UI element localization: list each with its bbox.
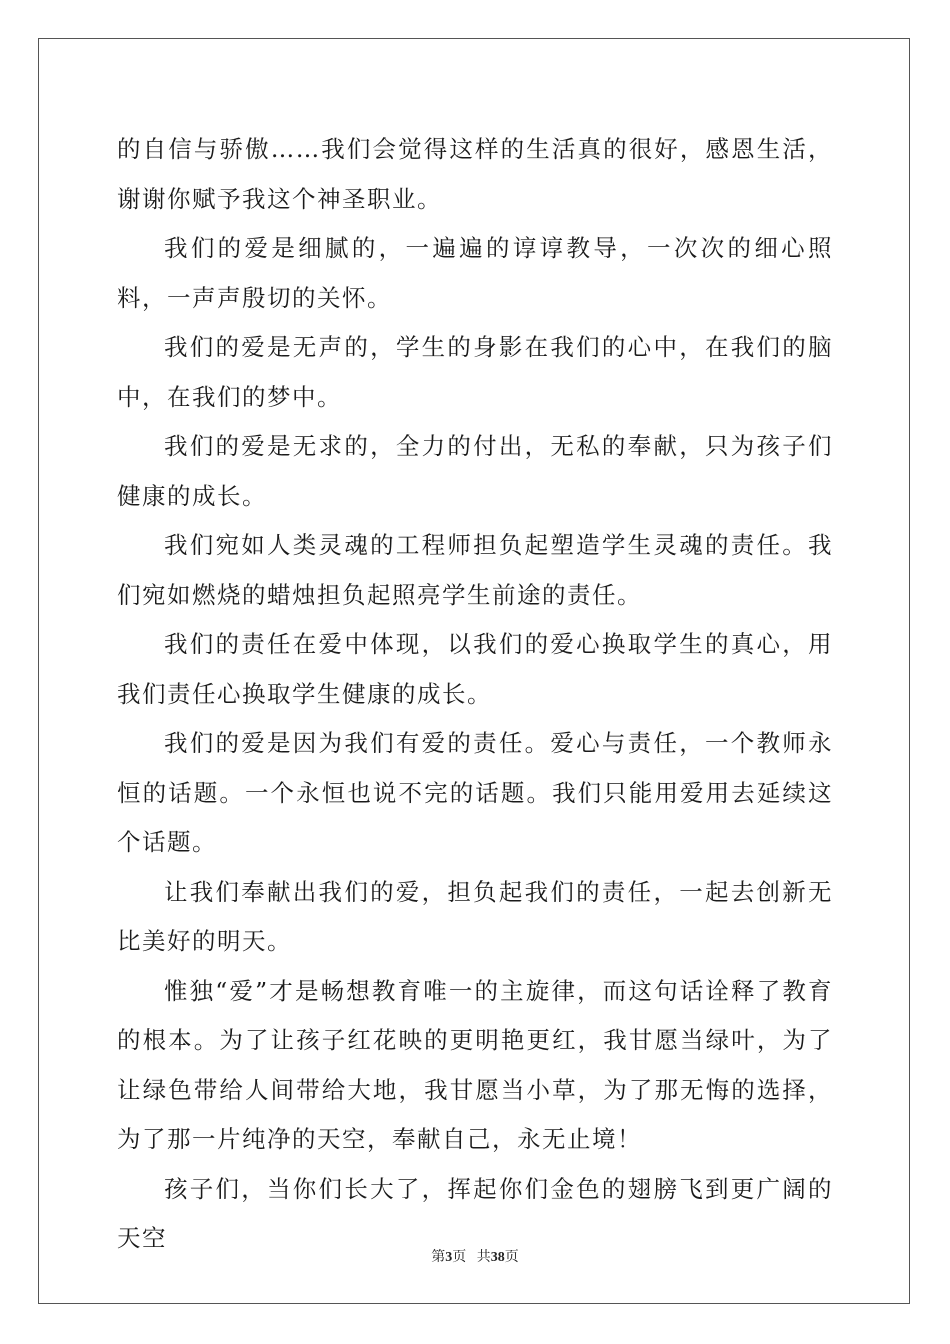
page-suffix: 页 [452, 1250, 467, 1265]
paragraph: 我们的责任在爱中体现，以我们的爱心换取学生的真心，用我们责任心换取学生健康的成长。 [117, 630, 833, 708]
paragraph: 我们的爱是细腻的，一遍遍的谆谆教导，一次次的细心照料，一声声殷切的关怀。 [117, 234, 833, 312]
page-prefix: 第 [431, 1250, 446, 1265]
paragraph: 我们的爱是无求的，全力的付出，无私的奉献，只为孩子们健康的成长。 [117, 432, 833, 510]
total-suffix: 页 [504, 1250, 519, 1265]
paragraph: 我们的爱是无声的，学生的身影在我们的心中，在我们的脑中，在我们的梦中。 [117, 333, 833, 411]
total-prefix: 共 [476, 1250, 491, 1265]
paragraph: 我们宛如人类灵魂的工程师担负起塑造学生灵魂的责任。我们宛如燃烧的蜡烛担负起照亮学生前途的责任。 [117, 531, 833, 609]
paragraph: 的自信与骄傲……我们会觉得这样的生活真的很好，感恩生活，谢谢你赋予我这个神圣职业。 [117, 135, 833, 213]
paragraph: 让我们奉献出我们的爱，担负起我们的责任，一起去创新无比美好的明天。 [117, 877, 833, 955]
paragraph: 我们的爱是因为我们有爱的责任。爱心与责任，一个教师永恒的话题。一个永恒也说不完的话题。我们只能用爱用去延续这个话题。 [117, 729, 833, 856]
total-pages: 38 [490, 1250, 505, 1265]
paragraph: 孩子们，当你们长大了，挥起你们金色的翅膀飞到更广阔的天空 [117, 1174, 833, 1252]
document-body [117, 125, 833, 1264]
page-number: 3 [445, 1250, 453, 1265]
paragraph: 惟独“爱”才是畅想教育唯一的主旋律，而这句话诠释了教育的根本。为了让孩子红花映的更明艳更红，我甘愿当绿叶，为了让绿色带给人间带给大地，我甘愿当小草，为了那无悔的选择，为了那一片纯净的天空，奉献自己，永无止境！ [117, 976, 833, 1153]
page-footer [0, 1246, 950, 1266]
